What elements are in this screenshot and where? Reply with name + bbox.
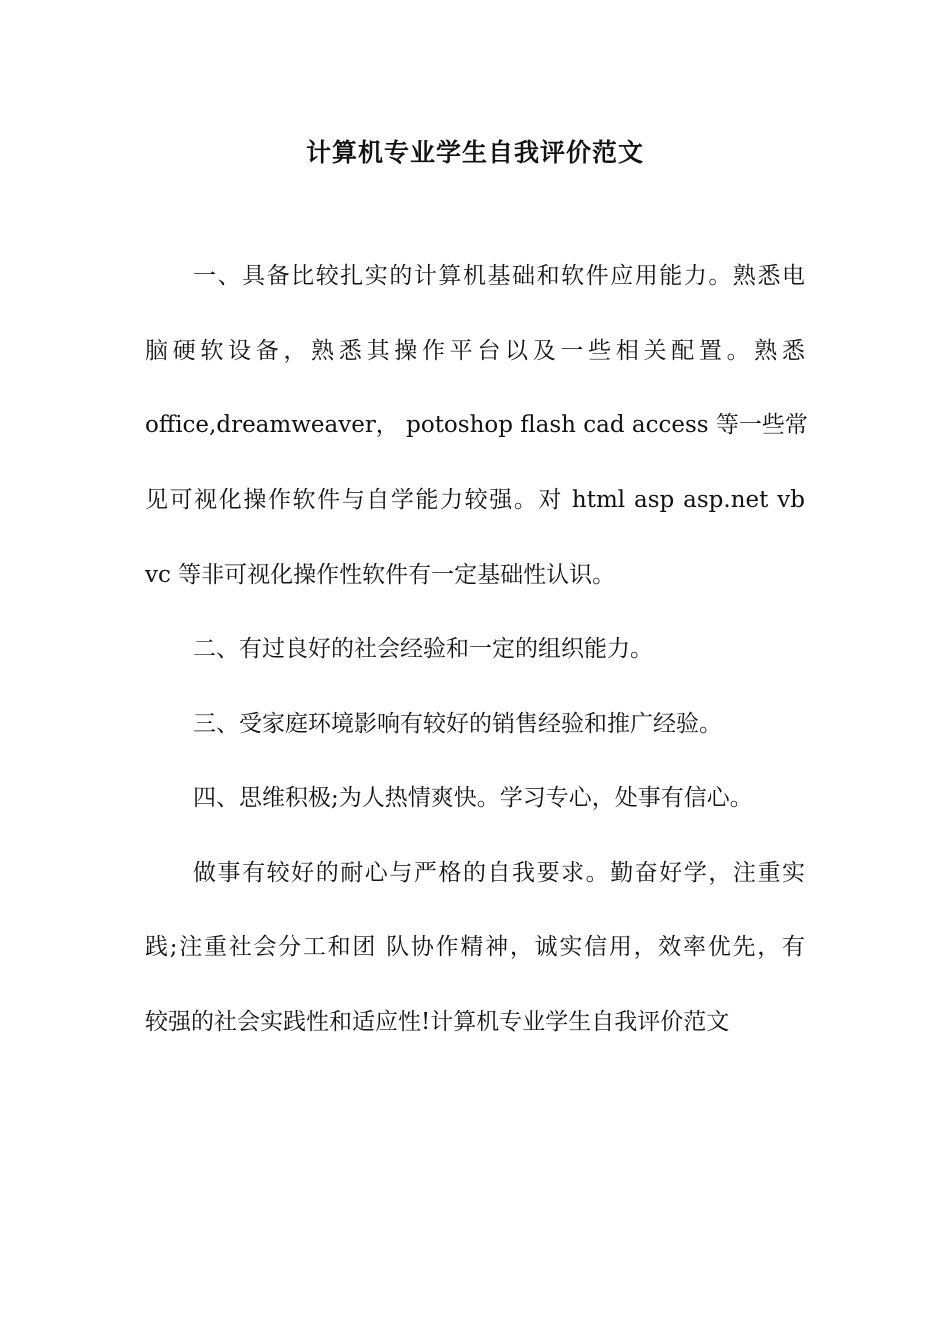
document-title: 计算机专业学生自我评价范文 — [305, 138, 644, 167]
body-line: 见可视化操作软件与自学能力较强。对 html asp asp.net vb — [145, 487, 805, 513]
body-line: 一、具备比较扎实的计算机基础和软件应用能力。熟悉电 — [193, 263, 805, 289]
body-line: 四、思维积极;为人热情爽快。学习专心，处事有信心。 — [193, 785, 753, 811]
body-line: 二、有过良好的社会经验和一定的组织能力。 — [193, 636, 653, 662]
body-line: 三、受家庭环境影响有较好的销售经验和推广经验。 — [193, 711, 722, 737]
body-line: 做事有较好的耐心与严格的自我要求。勤奋好学，注重实 — [193, 860, 805, 886]
body-line: vc 等非可视化操作性软件有一定基础性认识。 — [145, 562, 616, 588]
body-line: 践;注重社会分工和团 队协作精神，诚实信用，效率优先，有 — [145, 934, 805, 960]
body-line: 较强的社会实践性和适应性!计算机专业学生自我评价范文 — [145, 1009, 730, 1035]
body-line: 脑硬软设备，熟悉其操作平台以及一些相关配置。熟悉 — [145, 338, 805, 364]
body-line: office,dreamweaver， potoshop flash cad access 等一些常 — [145, 412, 808, 438]
